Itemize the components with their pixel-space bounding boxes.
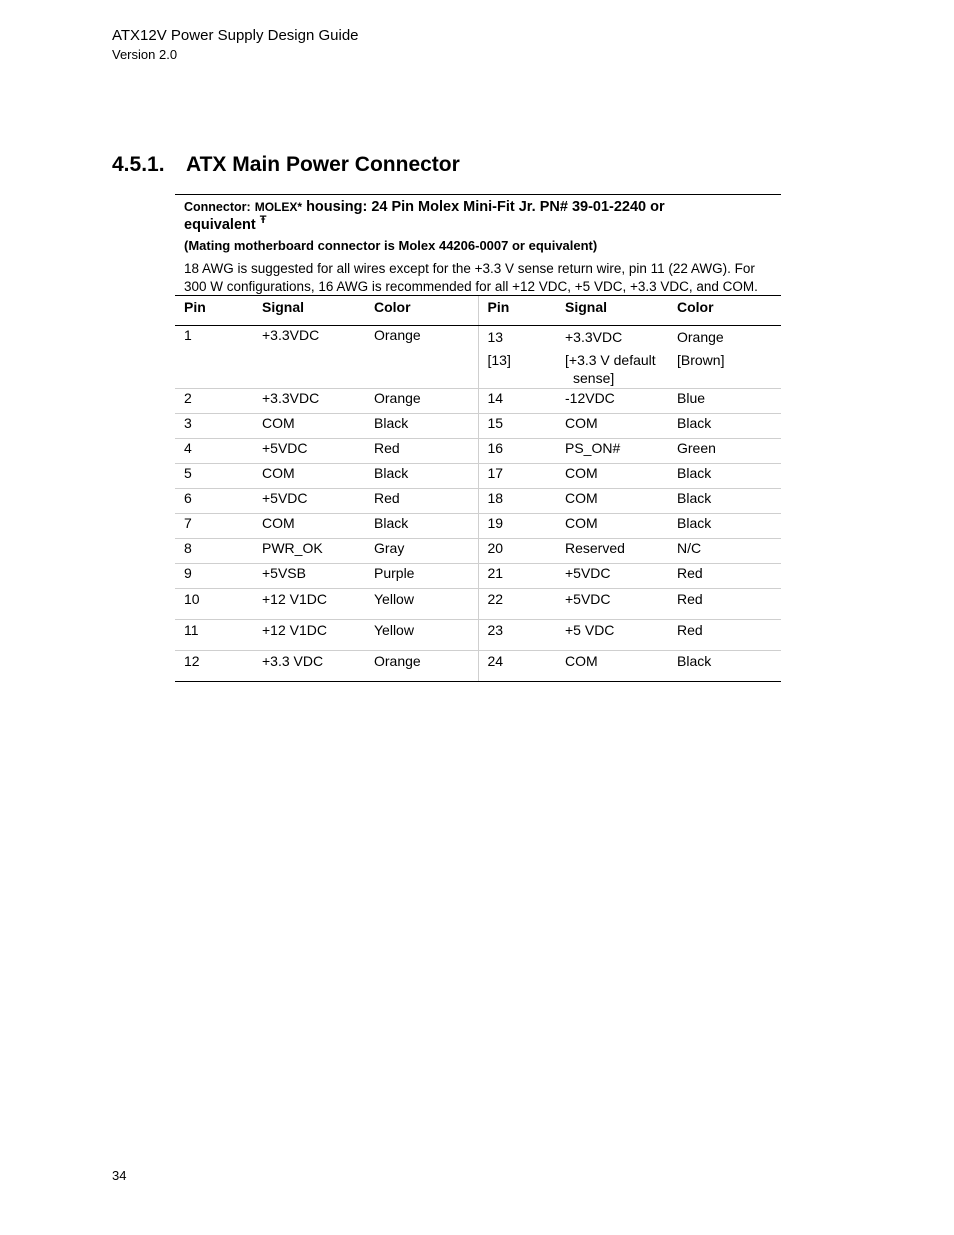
cell-signal-2: PS_ON# — [556, 439, 668, 464]
cell-pin: 9 — [175, 564, 253, 589]
connector-label: Connector: — [184, 200, 251, 214]
cell-signal: COM — [253, 464, 365, 489]
cell-color-2: Black — [668, 414, 781, 439]
cell-signal-2: +5 VDC — [556, 620, 668, 651]
cell-signal: PWR_OK — [253, 539, 365, 564]
cell-color-2: Black — [668, 464, 781, 489]
cell-pin: 4 — [175, 439, 253, 464]
cell-color: Orange — [365, 651, 478, 682]
table-row — [175, 564, 781, 589]
cell-signal: COM — [253, 414, 365, 439]
cell-signal-2: -12VDC — [556, 389, 668, 414]
cell-pin: 5 — [175, 464, 253, 489]
cell-color: Orange — [365, 389, 478, 414]
cell-pin: 8 — [175, 539, 253, 564]
cell-pin: 12 — [175, 651, 253, 682]
cell-signal-2: +5VDC — [556, 564, 668, 589]
cell-color-2: Blue — [668, 389, 781, 414]
connector-brand: MOLEX* — [254, 200, 303, 214]
pin-alt-value: [13] — [487, 352, 511, 368]
cell-pin: 1 — [175, 326, 253, 389]
cell-signal-2: COM — [556, 651, 668, 682]
cell-color: Gray — [365, 539, 478, 564]
cell-pin-2 — [478, 326, 556, 389]
cell-pin-2: 23 — [478, 620, 556, 651]
cell-signal: +12 V1DC — [253, 620, 365, 651]
table-row — [175, 389, 781, 414]
signal-alt-value — [565, 351, 659, 387]
awg-note: 18 AWG is suggested for all wires except for the +3.3 V sense return wire, pin 11 (22 AWG). For 300 W configurations, 16 AWG is recommended for all +12 VDC, +5 VDC, +3.3 VDC, and COM. — [184, 261, 758, 294]
cell-color-2: Green — [668, 439, 781, 464]
cell-pin: 2 — [175, 389, 253, 414]
color-value: Orange — [677, 329, 724, 345]
connector-housing: housing: 24 Pin Molex Mini-Fit Jr. PN# 39-01-2240 or — [306, 199, 665, 215]
table-row — [175, 539, 781, 564]
cell-signal-2: COM — [556, 414, 668, 439]
page-number: 34 — [112, 1168, 127, 1183]
cell-signal: +5VDC — [253, 489, 365, 514]
header-title: ATX12V Power Supply Design Guide — [112, 27, 359, 44]
table-row — [175, 589, 781, 620]
cell-color-2: Black — [668, 651, 781, 682]
cell-color: Red — [365, 439, 478, 464]
connector-housing-cont: equivalent — [184, 217, 256, 233]
cell-signal-2: COM — [556, 489, 668, 514]
cell-pin-2: 19 — [478, 514, 556, 539]
cell-signal: +3.3VDC — [253, 389, 365, 414]
cell-color: Black — [365, 414, 478, 439]
col-header-signal: Signal — [253, 296, 365, 326]
table-row — [175, 326, 781, 389]
cell-pin: 7 — [175, 514, 253, 539]
cell-pin-2: 17 — [478, 464, 556, 489]
table-row — [175, 464, 781, 489]
color-alt-value: [Brown] — [677, 352, 725, 368]
cell-color: Black — [365, 464, 478, 489]
section-number: 4.5.1. — [112, 153, 165, 176]
cell-color-2: Red — [668, 589, 781, 620]
cell-color: Red — [365, 489, 478, 514]
table-row — [175, 514, 781, 539]
cell-signal: +3.3 VDC — [253, 651, 365, 682]
col-header-color: Color — [365, 296, 478, 326]
cell-pin-2: 22 — [478, 589, 556, 620]
cell-signal: +5VSB — [253, 564, 365, 589]
cell-color: Orange — [365, 326, 478, 389]
signal-alt-line-1: [+3.3 V default — [565, 352, 656, 368]
cell-color: Yellow — [365, 589, 478, 620]
cell-color: Purple — [365, 564, 478, 589]
table-row — [175, 414, 781, 439]
signal-alt-line-2: sense] — [573, 370, 615, 386]
table-header-row — [175, 296, 781, 326]
section-title — [112, 153, 460, 177]
cell-signal: +5VDC — [253, 439, 365, 464]
cell-signal-2: COM — [556, 464, 668, 489]
cell-signal: COM — [253, 514, 365, 539]
table-row — [175, 651, 781, 682]
dagger-mark: Ŧ — [259, 214, 267, 227]
connector-spec-block — [175, 194, 781, 682]
signal-value: +3.3VDC — [565, 329, 623, 345]
cell-pin-2: 16 — [478, 439, 556, 464]
cell-signal-2: Reserved — [556, 539, 668, 564]
col-header-color-2: Color — [668, 296, 781, 326]
cell-signal-2 — [556, 326, 668, 389]
cell-signal: +3.3VDC — [253, 326, 365, 389]
cell-signal: +12 V1DC — [253, 589, 365, 620]
cell-pin: 10 — [175, 589, 253, 620]
col-header-signal-2: Signal — [556, 296, 668, 326]
cell-color-2 — [668, 326, 781, 389]
connector-description — [175, 195, 781, 234]
cell-color-2: Red — [668, 620, 781, 651]
table-row — [175, 620, 781, 651]
pin-value: 13 — [487, 329, 504, 345]
cell-pin-2: 14 — [478, 389, 556, 414]
cell-pin: 11 — [175, 620, 253, 651]
cell-color-2: Black — [668, 489, 781, 514]
cell-signal-2: COM — [556, 514, 668, 539]
cell-color-2: Black — [668, 514, 781, 539]
table-row — [175, 439, 781, 464]
cell-color: Black — [365, 514, 478, 539]
section-title-text: ATX Main Power Connector — [186, 153, 460, 176]
mating-connector-note: (Mating motherboard connector is Molex 44206-0007 or equivalent) — [184, 238, 598, 253]
cell-pin-2: 20 — [478, 539, 556, 564]
pin-assignment-table — [175, 295, 781, 682]
cell-color-2: Red — [668, 564, 781, 589]
cell-pin-2: 21 — [478, 564, 556, 589]
cell-pin: 6 — [175, 489, 253, 514]
cell-signal-2: +5VDC — [556, 589, 668, 620]
cell-color-2: N/C — [668, 539, 781, 564]
table-row — [175, 489, 781, 514]
cell-pin-2: 18 — [478, 489, 556, 514]
header-version: Version 2.0 — [112, 47, 178, 62]
cell-pin-2: 15 — [478, 414, 556, 439]
cell-color: Yellow — [365, 620, 478, 651]
cell-pin-2: 24 — [478, 651, 556, 682]
col-header-pin-2: Pin — [478, 296, 556, 326]
col-header-pin: Pin — [175, 296, 253, 326]
cell-pin: 3 — [175, 414, 253, 439]
